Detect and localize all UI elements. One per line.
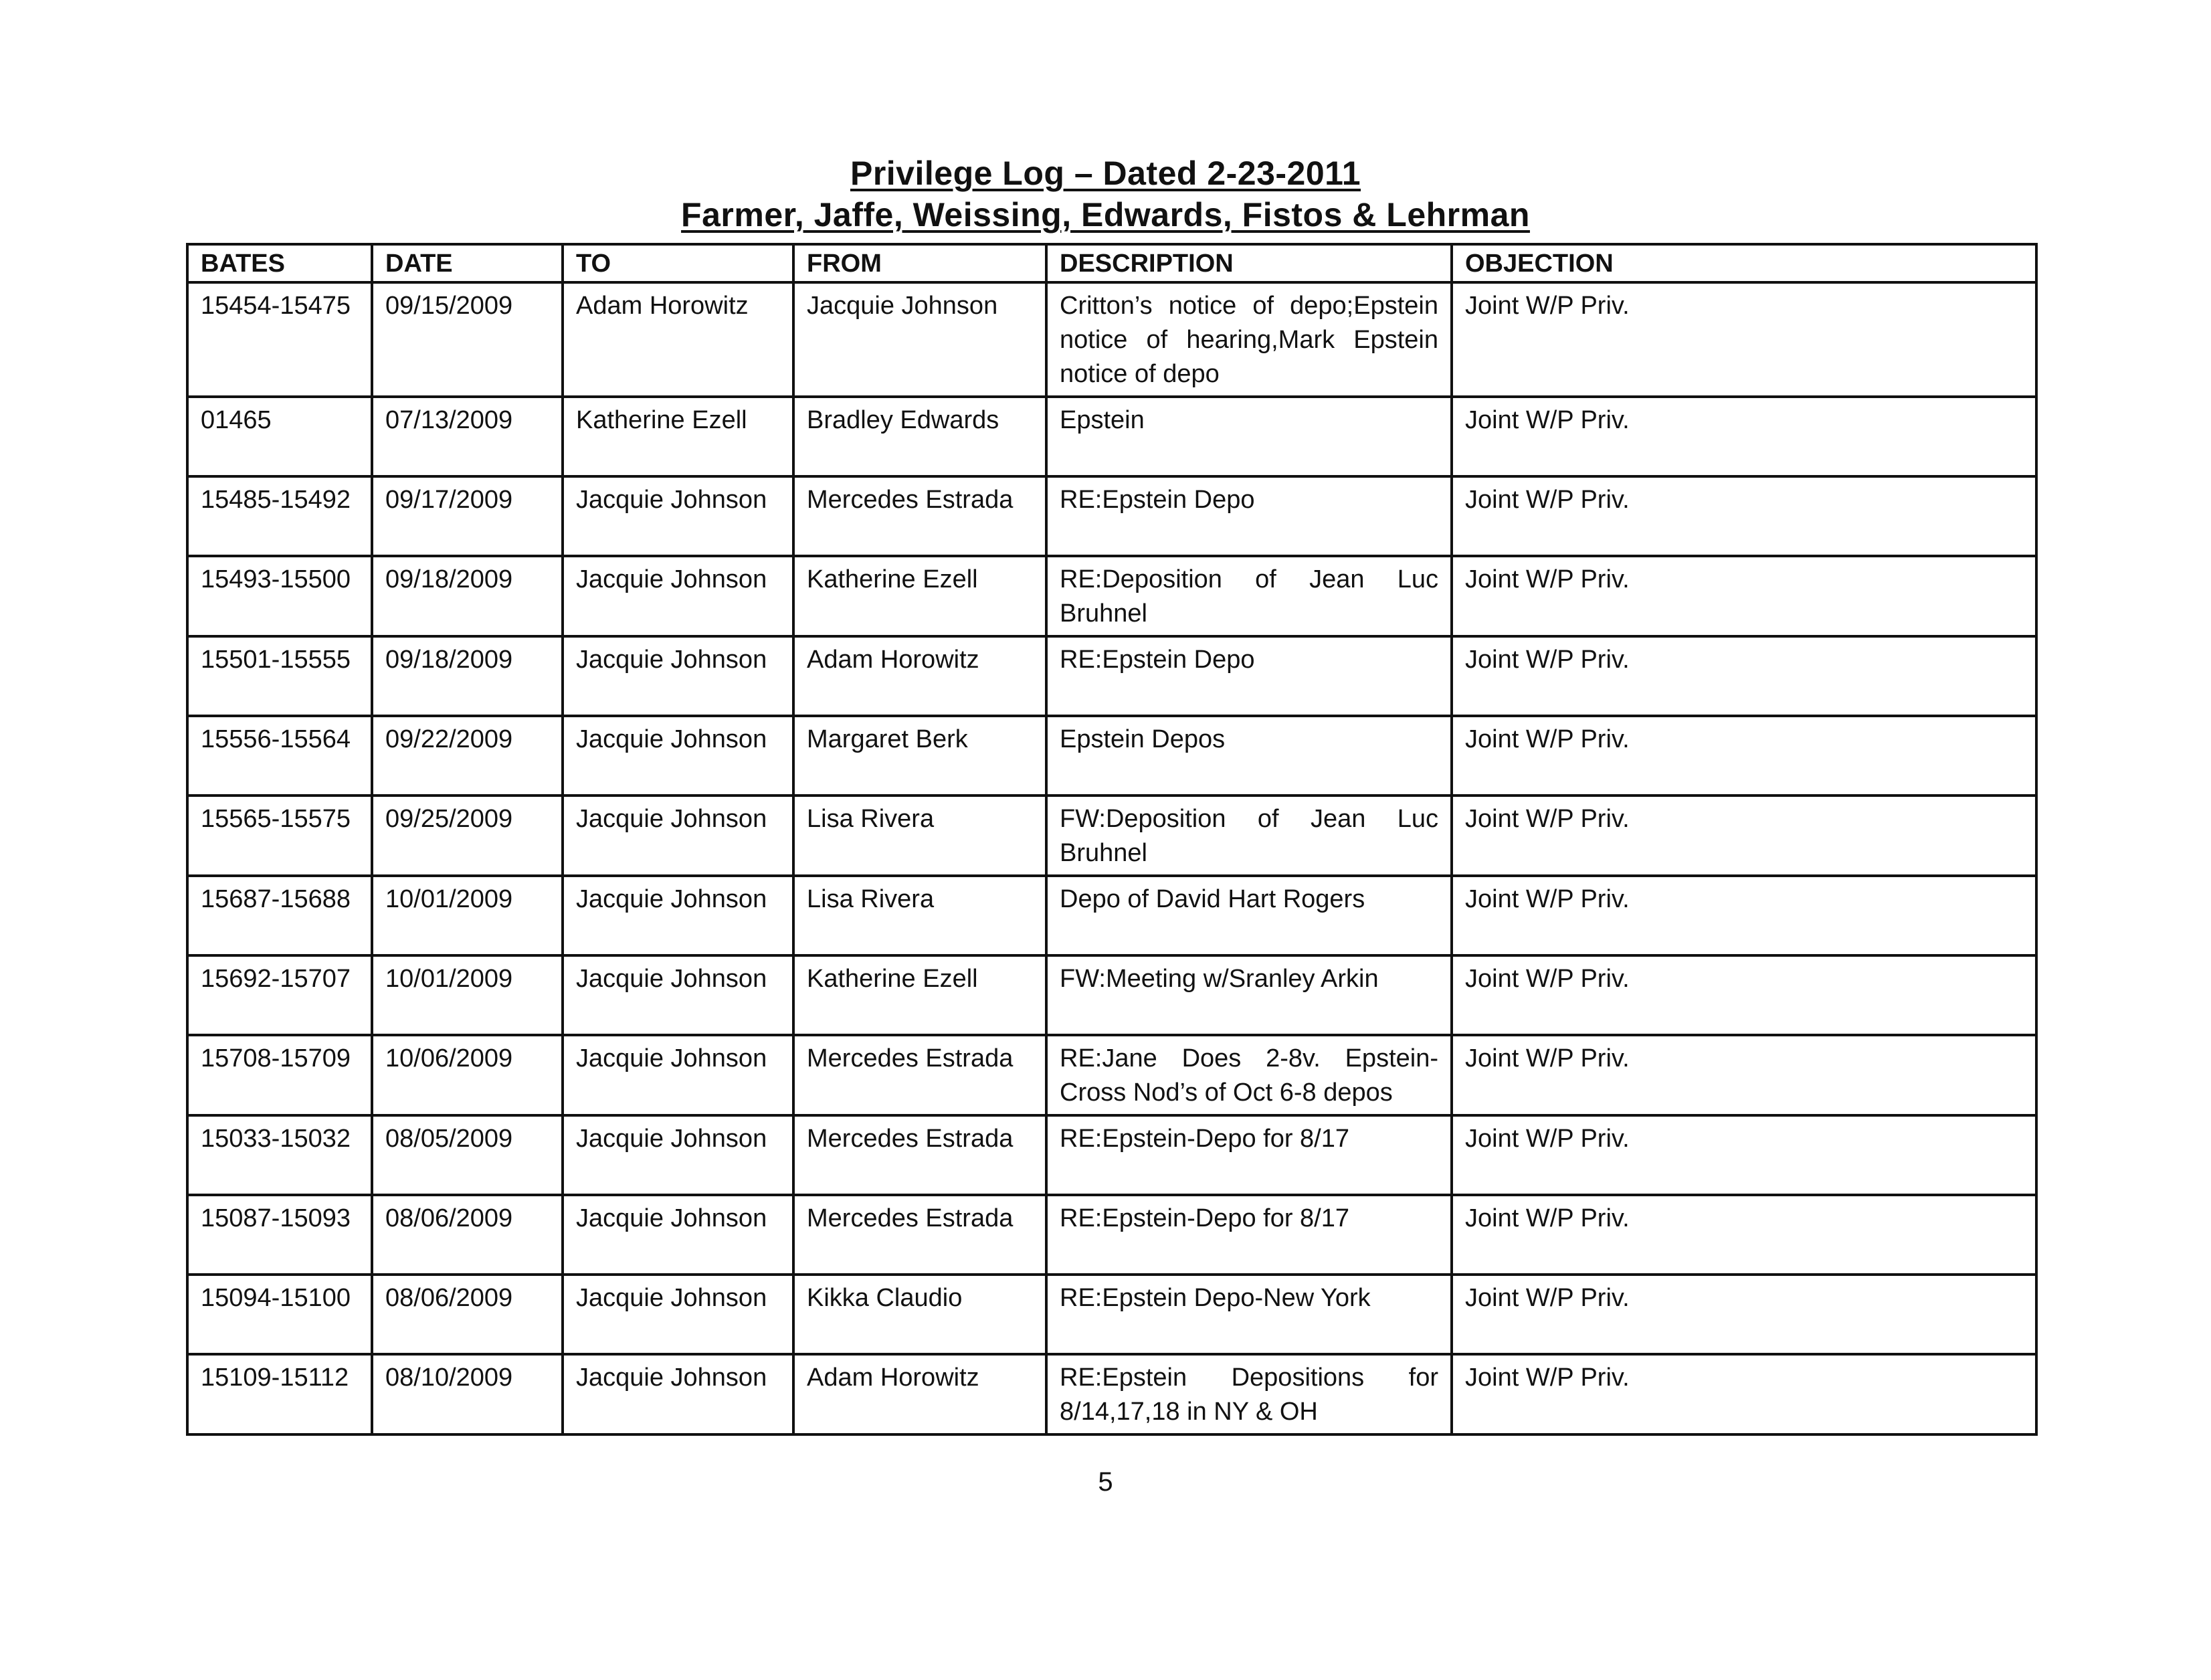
cell-date: 09/15/2009 [372, 282, 563, 397]
cell-to: Jacquie Johnson [563, 636, 793, 716]
cell-objection: Joint W/P Priv. [1452, 1354, 2036, 1434]
header-row [187, 244, 2036, 282]
cell-from: Katherine Ezell [793, 955, 1046, 1035]
cell-objection: Joint W/P Priv. [1452, 282, 2036, 397]
table-row [187, 876, 2036, 955]
cell-description: RE:Deposition of Jean Luc Bruhnel [1046, 556, 1452, 636]
cell-from: Katherine Ezell [793, 556, 1046, 636]
table-row [187, 716, 2036, 796]
cell-description: RE:Epstein Depositions for 8/14,17,18 in NY & OH [1046, 1354, 1452, 1434]
cell-date: 10/01/2009 [372, 876, 563, 955]
cell-from: Lisa Rivera [793, 876, 1046, 955]
table-row [187, 476, 2036, 556]
document-title [0, 153, 2211, 236]
cell-bates: 15501-15555 [187, 636, 372, 716]
cell-bates: 01465 [187, 397, 372, 476]
cell-from: Mercedes Estrada [793, 1195, 1046, 1275]
table-body [187, 282, 2036, 1434]
cell-to: Jacquie Johnson [563, 796, 793, 876]
cell-date: 10/01/2009 [372, 955, 563, 1035]
header-description: DESCRIPTION [1046, 244, 1452, 282]
table-row [187, 282, 2036, 397]
cell-bates: 15094-15100 [187, 1275, 372, 1354]
cell-date: 09/18/2009 [372, 556, 563, 636]
log-title: Privilege Log – Dated 2-23-2011 [850, 155, 1361, 192]
header-date: DATE [372, 244, 563, 282]
header-objection: OBJECTION [1452, 244, 2036, 282]
cell-description: RE:Epstein Depo [1046, 476, 1452, 556]
cell-bates: 15556-15564 [187, 716, 372, 796]
cell-from: Adam Horowitz [793, 1354, 1046, 1434]
cell-from: Mercedes Estrada [793, 1035, 1046, 1115]
table-row [187, 1275, 2036, 1354]
cell-bates: 15565-15575 [187, 796, 372, 876]
header-bates: BATES [187, 244, 372, 282]
cell-date: 07/13/2009 [372, 397, 563, 476]
cell-bates: 15708-15709 [187, 1035, 372, 1115]
table-row [187, 556, 2036, 636]
cell-description: FW:Deposition of Jean Luc Bruhnel [1046, 796, 1452, 876]
cell-from: Mercedes Estrada [793, 476, 1046, 556]
table-row [187, 796, 2036, 876]
cell-to: Jacquie Johnson [563, 556, 793, 636]
cell-bates: 15493-15500 [187, 556, 372, 636]
cell-date: 10/06/2009 [372, 1035, 563, 1115]
cell-date: 08/06/2009 [372, 1195, 563, 1275]
cell-objection: Joint W/P Priv. [1452, 1195, 2036, 1275]
cell-objection: Joint W/P Priv. [1452, 397, 2036, 476]
cell-from: Lisa Rivera [793, 796, 1046, 876]
cell-date: 09/18/2009 [372, 636, 563, 716]
cell-date: 09/22/2009 [372, 716, 563, 796]
cell-from: Margaret Berk [793, 716, 1046, 796]
table-row [187, 397, 2036, 476]
cell-to: Jacquie Johnson [563, 1354, 793, 1434]
cell-from: Kikka Claudio [793, 1275, 1046, 1354]
cell-to: Katherine Ezell [563, 397, 793, 476]
cell-objection: Joint W/P Priv. [1452, 716, 2036, 796]
cell-date: 08/10/2009 [372, 1354, 563, 1434]
cell-to: Jacquie Johnson [563, 876, 793, 955]
cell-description: RE:Epstein Depo-New York [1046, 1275, 1452, 1354]
cell-description: Critton’s notice of depo;Epstein notice of hearing,Mark Epstein notice of depo [1046, 282, 1452, 397]
cell-to: Jacquie Johnson [563, 1115, 793, 1195]
cell-to: Jacquie Johnson [563, 1195, 793, 1275]
cell-from: Jacquie Johnson [793, 282, 1046, 397]
cell-date: 09/17/2009 [372, 476, 563, 556]
cell-objection: Joint W/P Priv. [1452, 556, 2036, 636]
cell-description: Epstein [1046, 397, 1452, 476]
cell-to: Jacquie Johnson [563, 955, 793, 1035]
table-row [187, 955, 2036, 1035]
cell-description: RE:Epstein Depo [1046, 636, 1452, 716]
cell-description: Depo of David Hart Rogers [1046, 876, 1452, 955]
cell-from: Bradley Edwards [793, 397, 1046, 476]
cell-to: Jacquie Johnson [563, 716, 793, 796]
cell-to: Adam Horowitz [563, 282, 793, 397]
cell-from: Adam Horowitz [793, 636, 1046, 716]
header-from: FROM [793, 244, 1046, 282]
cell-objection: Joint W/P Priv. [1452, 1115, 2036, 1195]
cell-objection: Joint W/P Priv. [1452, 796, 2036, 876]
table-row [187, 1115, 2036, 1195]
cell-bates: 15087-15093 [187, 1195, 372, 1275]
table-row [187, 1354, 2036, 1434]
cell-to: Jacquie Johnson [563, 1035, 793, 1115]
privilege-log-table [186, 243, 2038, 1436]
firm-name: Farmer, Jaffe, Weissing, Edwards, Fistos & Lehrman [681, 196, 1530, 234]
cell-description: RE:Epstein-Depo for 8/17 [1046, 1115, 1452, 1195]
cell-objection: Joint W/P Priv. [1452, 476, 2036, 556]
cell-bates: 15033-15032 [187, 1115, 372, 1195]
cell-to: Jacquie Johnson [563, 1275, 793, 1354]
cell-bates: 15454-15475 [187, 282, 372, 397]
cell-bates: 15109-15112 [187, 1354, 372, 1434]
cell-date: 08/05/2009 [372, 1115, 563, 1195]
cell-objection: Joint W/P Priv. [1452, 1275, 2036, 1354]
cell-description: Epstein Depos [1046, 716, 1452, 796]
cell-objection: Joint W/P Priv. [1452, 955, 2036, 1035]
cell-description: RE:Jane Does 2-8v. Epstein-Cross Nod’s of Oct 6-8 depos [1046, 1035, 1452, 1115]
cell-description: RE:Epstein-Depo for 8/17 [1046, 1195, 1452, 1275]
table-row [187, 1035, 2036, 1115]
header-to: TO [563, 244, 793, 282]
cell-objection: Joint W/P Priv. [1452, 636, 2036, 716]
cell-bates: 15687-15688 [187, 876, 372, 955]
cell-bates: 15692-15707 [187, 955, 372, 1035]
table-row [187, 1195, 2036, 1275]
table-row [187, 636, 2036, 716]
cell-from: Mercedes Estrada [793, 1115, 1046, 1195]
cell-date: 09/25/2009 [372, 796, 563, 876]
page-number: 5 [1098, 1467, 1113, 1497]
cell-date: 08/06/2009 [372, 1275, 563, 1354]
cell-to: Jacquie Johnson [563, 476, 793, 556]
cell-description: FW:Meeting w/Sranley Arkin [1046, 955, 1452, 1035]
cell-objection: Joint W/P Priv. [1452, 876, 2036, 955]
cell-bates: 15485-15492 [187, 476, 372, 556]
cell-objection: Joint W/P Priv. [1452, 1035, 2036, 1115]
